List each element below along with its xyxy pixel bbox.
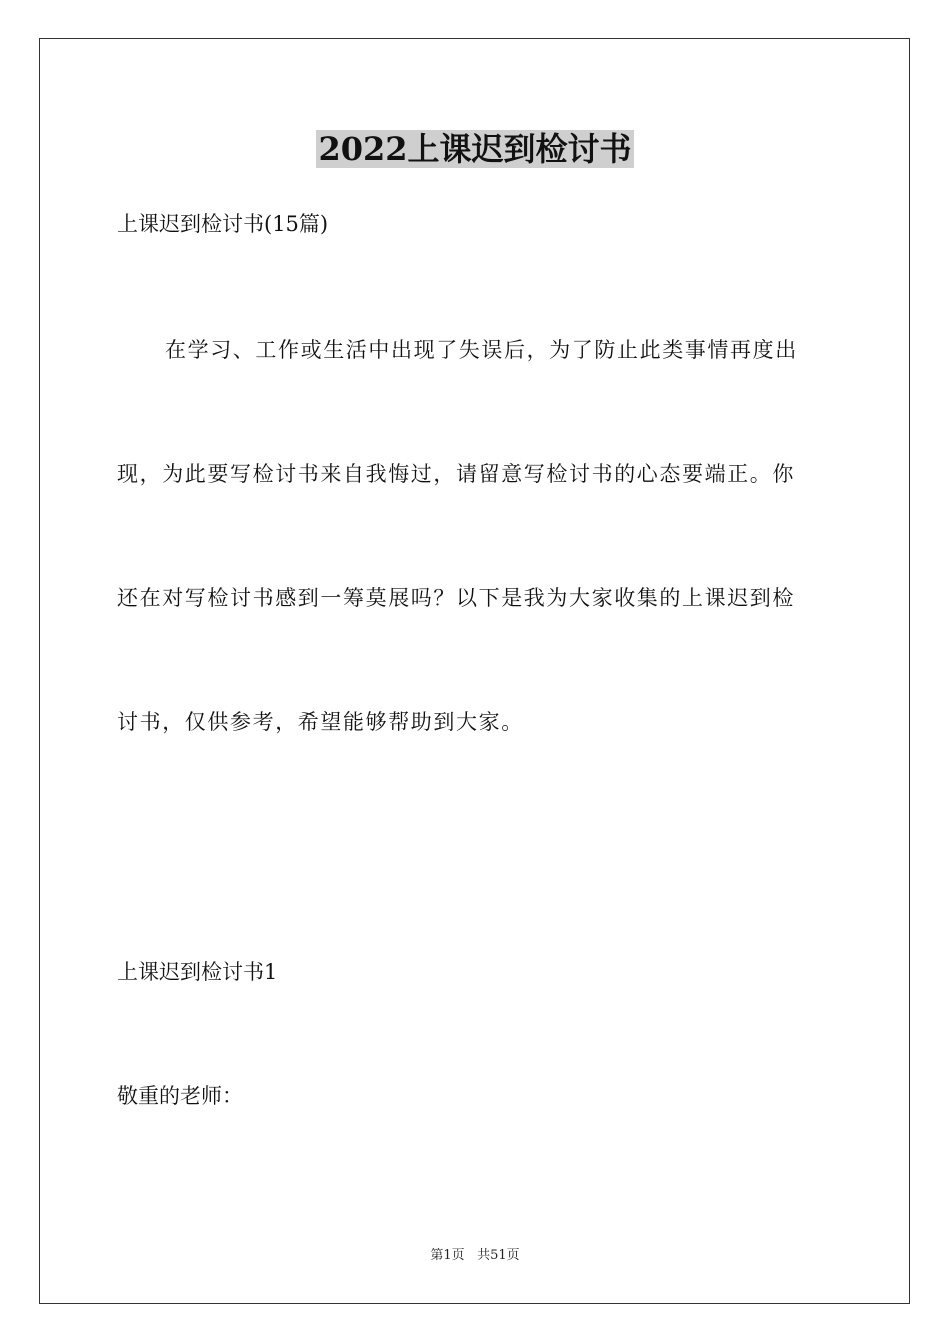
salutation: 敬重的老师： bbox=[117, 1084, 243, 1108]
intro-line-1: 在学习、工作或生活中出现了失误后，为了防止此类事情再度出 bbox=[165, 338, 798, 362]
intro-line-4: 讨书，仅供参考，希望能够帮助到大家。 bbox=[117, 710, 524, 734]
page-number: 第1页 bbox=[430, 1248, 465, 1263]
document-subtitle: 上课迟到检讨书(15篇) bbox=[117, 212, 329, 236]
document-title-text: 2022上课迟到检讨书 bbox=[318, 130, 632, 168]
document-title bbox=[0, 127, 950, 171]
page-total: 共51页 bbox=[477, 1248, 520, 1263]
intro-line-3: 还在对写检讨书感到一筹莫展吗？以下是我为大家收集的上课迟到检 bbox=[117, 586, 795, 610]
intro-line-2: 现，为此要写检讨书来自我悔过，请留意写检讨书的心态要端正。你 bbox=[117, 462, 795, 486]
page-footer bbox=[0, 1247, 950, 1265]
section-heading: 上课迟到检讨书1 bbox=[117, 960, 278, 984]
